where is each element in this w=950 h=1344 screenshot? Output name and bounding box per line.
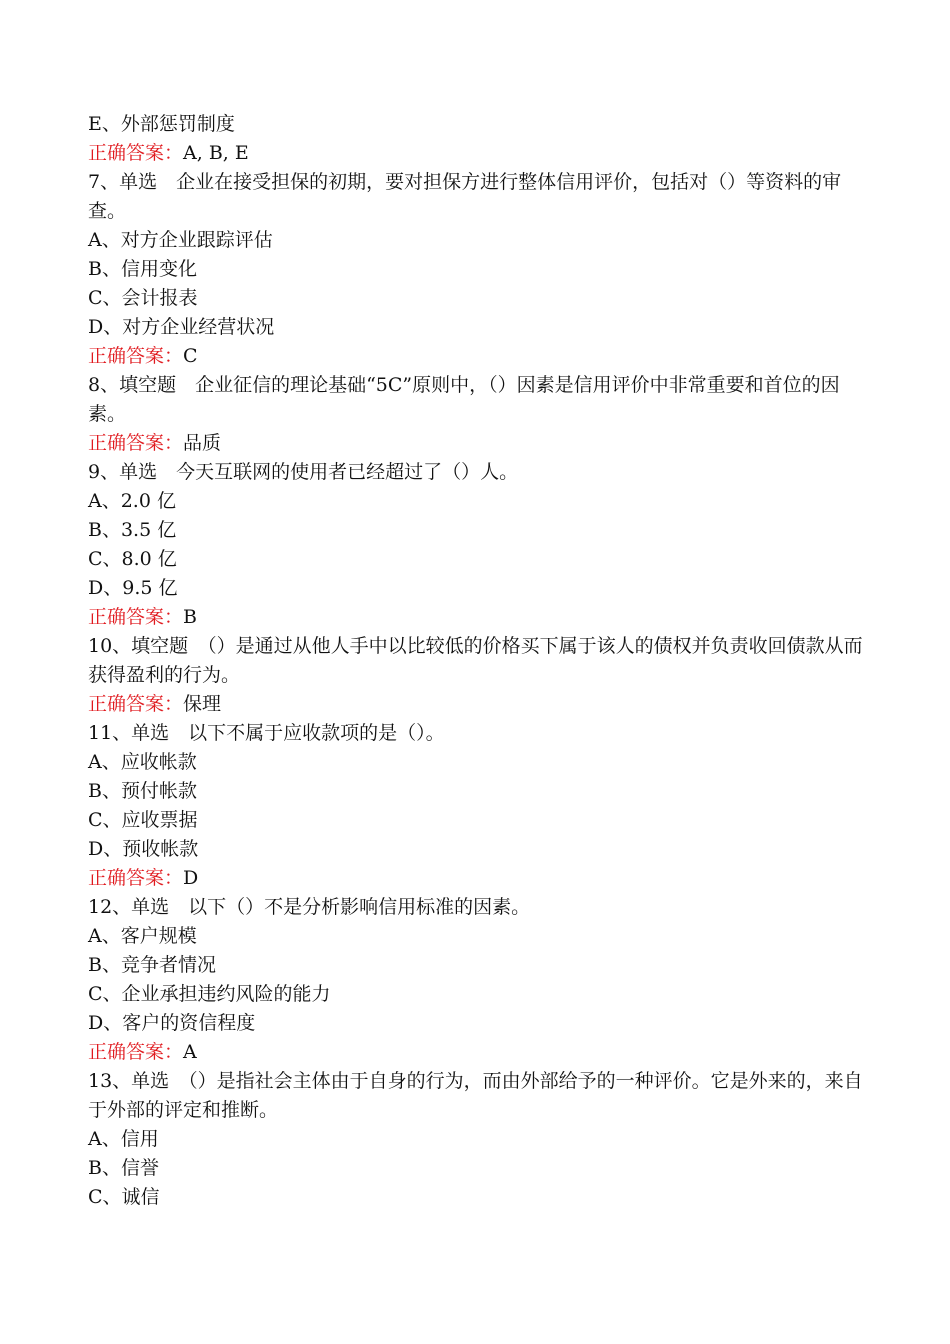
option-b: B、3.5 亿: [88, 519, 177, 541]
option-b: B、预付帐款: [88, 780, 197, 802]
option-a: A、客户规模: [88, 925, 197, 947]
answer-line: [88, 603, 868, 632]
answer-line: [88, 139, 868, 168]
question-stem: 8、填空题 企业征信的理论基础“5C”原则中，（）因素是信用评价中非常重要和首位的因素。: [88, 374, 840, 425]
answer-value: C: [183, 345, 198, 367]
option-c: C、8.0 亿: [88, 548, 177, 570]
question-stem: 11、单选 以下不属于应收款项的是（）。: [88, 722, 445, 744]
answer-label: 正确答案：: [88, 606, 184, 628]
option-b: B、信用变化: [88, 258, 197, 280]
answer-line: [88, 1038, 868, 1067]
option-d: D、对方企业经营状况: [88, 316, 275, 338]
answer-line: [88, 690, 868, 719]
answer-line: [88, 864, 868, 893]
question-stem: 13、单选 （）是指社会主体由于自身的行为，而由外部给予的一种评价。它是外来的，来自于外部的评定和推断。: [88, 1070, 863, 1121]
option-b: B、竞争者情况: [88, 954, 216, 976]
option-c: C、应收票据: [88, 809, 198, 831]
answer-value: 品质: [183, 432, 222, 454]
option-a: A、应收帐款: [88, 751, 197, 773]
answer-value: D: [183, 867, 199, 889]
option-d: D、预收帐款: [88, 838, 199, 860]
question-stem: 7、单选 企业在接受担保的初期，要对担保方进行整体信用评价，包括对（）等资料的审查。: [88, 171, 842, 222]
option-e: E、外部惩罚制度: [88, 113, 235, 135]
question-stem: 10、填空题 （）是通过从他人手中以比较低的价格买下属于该人的债权并负责收回债款从而获得盈利的行为。: [88, 635, 863, 686]
answer-label: 正确答案：: [88, 345, 184, 367]
answer-value: B: [183, 606, 197, 628]
answer-label: 正确答案：: [88, 1041, 184, 1063]
answer-value: A: [183, 1041, 197, 1063]
option-a: A、2.0 亿: [88, 490, 176, 512]
option-a: A、信用: [88, 1128, 159, 1150]
option-b: B、信誉: [88, 1157, 159, 1179]
answer-value: 保理: [183, 693, 222, 715]
answer-label: 正确答案：: [88, 142, 184, 164]
option-d: D、客户的资信程度: [88, 1012, 256, 1034]
option-c: C、企业承担违约风险的能力: [88, 983, 331, 1005]
option-c: C、会计报表: [88, 287, 198, 309]
document-page: [88, 110, 868, 1212]
answer-value: A, B, E: [183, 142, 249, 164]
option-a: A、对方企业跟踪评估: [88, 229, 273, 251]
answer-line: [88, 342, 868, 371]
option-d: D、9.5 亿: [88, 577, 178, 599]
answer-label: 正确答案：: [88, 867, 184, 889]
question-stem: 12、单选 以下（）不是分析影响信用标准的因素。: [88, 896, 531, 918]
answer-label: 正确答案：: [88, 432, 184, 454]
answer-label: 正确答案：: [88, 693, 184, 715]
answer-line: [88, 429, 868, 458]
option-c: C、诚信: [88, 1186, 160, 1208]
question-stem: 9、单选 今天互联网的使用者已经超过了（）人。: [88, 461, 519, 483]
